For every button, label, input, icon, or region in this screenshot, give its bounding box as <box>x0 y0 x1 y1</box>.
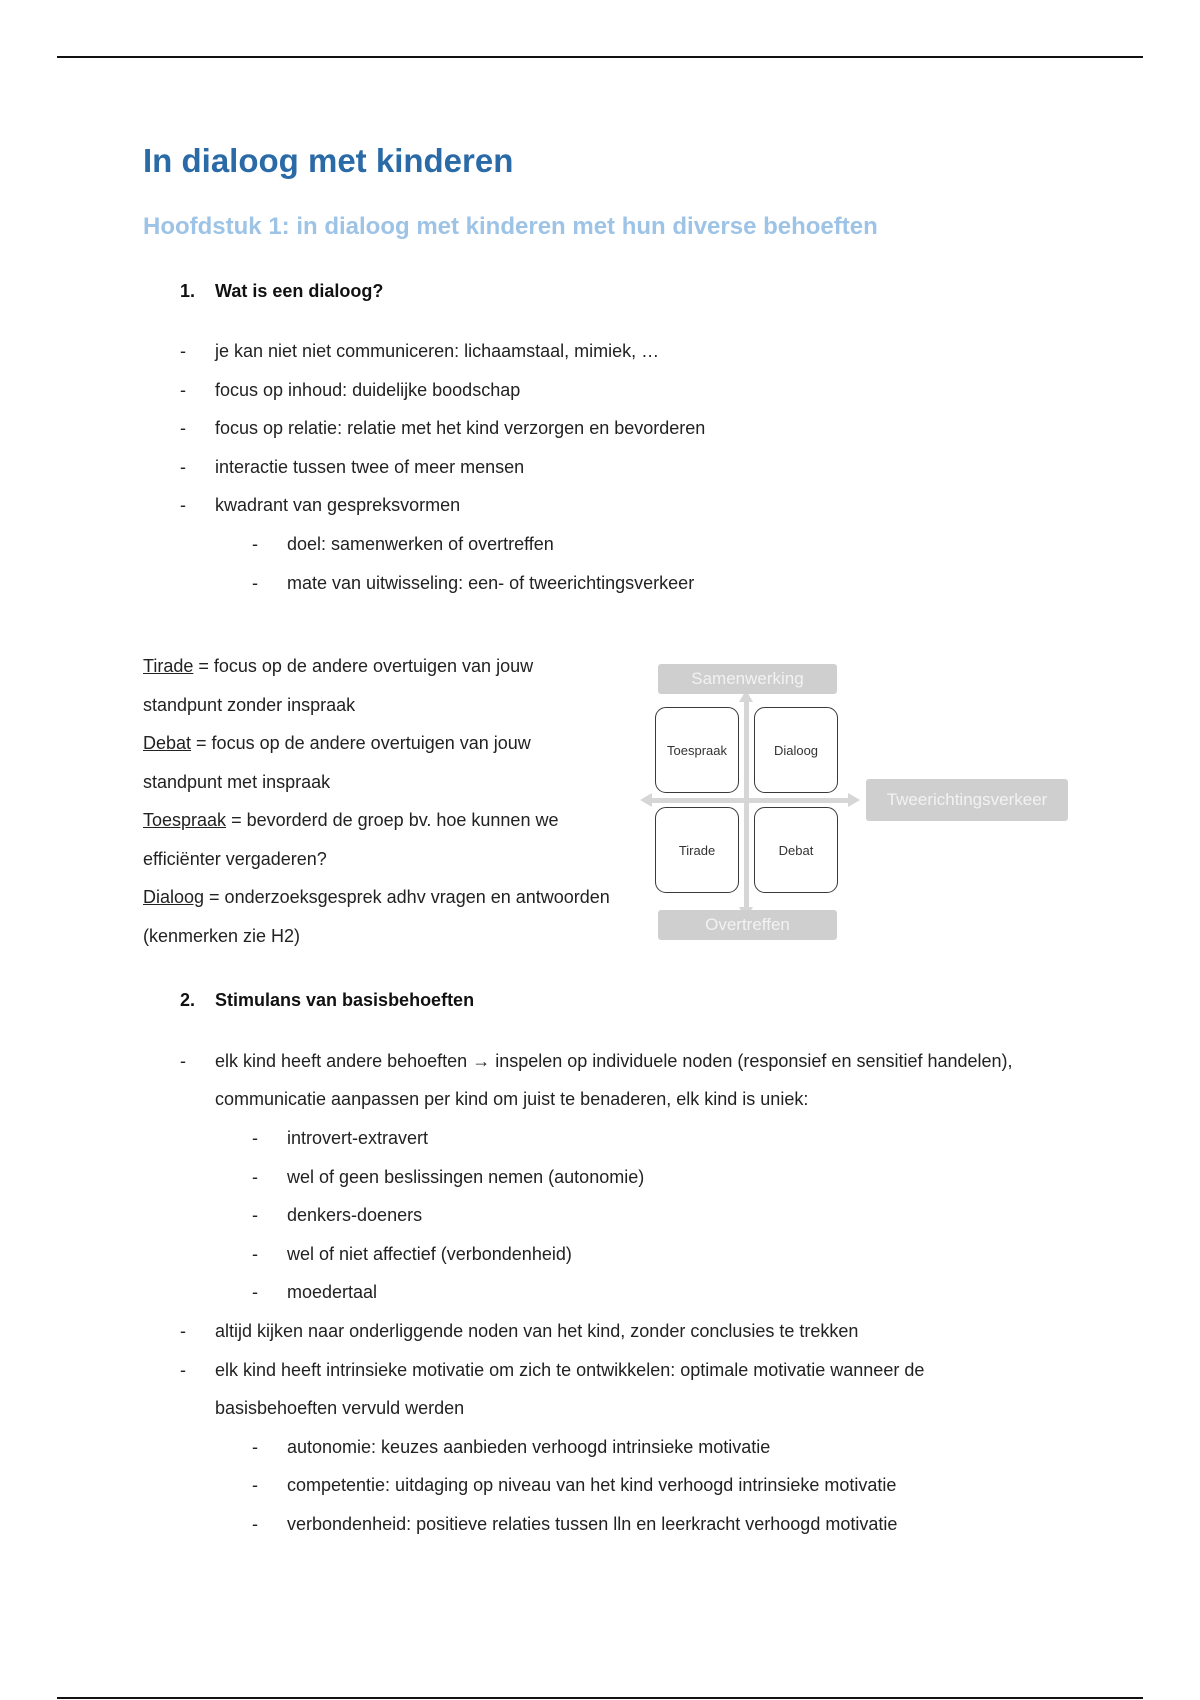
label-overtreffen: Overtreffen <box>658 910 837 940</box>
label-samenwerking: Samenwerking <box>658 664 837 694</box>
list-item: - je kan niet niet communiceren: lichaamstaal, mimiek, … <box>215 332 659 370</box>
section-2-title: Stimulans van basisbehoeften <box>215 990 475 1010</box>
bullet-dash: - <box>252 1205 258 1225</box>
list-subitem: - competentie: uitdaging op niveau van het kind verhoogd intrinsieke motivatie <box>287 1466 896 1504</box>
bullet-dash: - <box>252 1282 258 1302</box>
list-item: - focus op inhoud: duidelijke boodschap <box>215 371 520 409</box>
definition-toespraak: Toespraak = bevorderd de groep bv. hoe kunnen we efficiënter vergaderen? <box>143 810 559 869</box>
term-tirade: Tirade <box>143 656 194 676</box>
section-1-number: 1. <box>180 281 196 301</box>
list-subitem: - mate van uitwisseling: een- of tweerichtingsverkeer <box>287 564 694 602</box>
section-1-heading <box>180 281 383 302</box>
list-subitem: - autonomie: keuzes aanbieden verhoogd intrinsieke motivatie <box>287 1428 770 1466</box>
bullet-dash: - <box>252 573 258 593</box>
definitions-block <box>143 647 613 955</box>
term-dialoog: Dialoog <box>143 887 205 907</box>
bullet-dash: - <box>252 1244 258 1264</box>
section-1-title: Wat is een dialoog? <box>215 281 384 301</box>
bullet-dash: - <box>180 1051 186 1071</box>
arrow-left-icon <box>640 793 652 807</box>
bullet-dash: - <box>252 1128 258 1148</box>
quadrant-toespraak: Toespraak <box>655 707 739 793</box>
footer-rule <box>57 1697 1143 1699</box>
bullet-dash: - <box>252 534 258 554</box>
arrow-right-icon <box>848 793 860 807</box>
list-subitem: - wel of niet affectief (verbondenheid) <box>287 1235 572 1273</box>
definition-dialoog: Dialoog = onderzoeksgesprek adhv vragen en antwoorden (kenmerken zie H2) <box>143 887 610 946</box>
vertical-axis <box>744 698 749 910</box>
chapter-subtitle: Hoofdstuk 1: in dialoog met kinderen met hun diverse behoeften <box>143 213 878 240</box>
bullet-dash: - <box>180 457 186 477</box>
list-item: - elk kind heeft andere behoeften → inspelen op individuele noden (responsief en sensitief handelen), communicatie aanpassen per kind om juist te benaderen, elk kind is uniek: <box>215 1042 1115 1118</box>
bullet-dash: - <box>252 1514 258 1534</box>
list-subitem: - verbondenheid: positieve relaties tussen lln en leerkracht verhoogd motivatie <box>287 1505 897 1543</box>
bullet-dash: - <box>252 1475 258 1495</box>
list-subitem: - moedertaal <box>287 1273 377 1311</box>
list-subitem: - wel of geen beslissingen nemen (autonomie) <box>287 1158 644 1196</box>
bullet-dash: - <box>252 1437 258 1457</box>
bullet-dash: - <box>252 1167 258 1187</box>
bullet-dash: - <box>180 418 186 438</box>
quadrant-diagram <box>640 660 1080 950</box>
bullet-dash: - <box>180 495 186 515</box>
list-item: - elk kind heeft intrinsieke motivatie om zich te ontwikkelen: optimale motivatie wanneer de basisbehoeften vervuld werden <box>215 1351 1035 1427</box>
definition-tirade: Tirade = focus op de andere overtuigen van jouw standpunt zonder inspraak <box>143 656 534 715</box>
section-2-number: 2. <box>180 990 196 1010</box>
list-item: - kwadrant van gespreksvormen <box>215 486 460 524</box>
header-rule <box>57 56 1143 58</box>
term-toespraak: Toespraak <box>143 810 227 830</box>
bullet-dash: - <box>180 1360 186 1380</box>
bullet-dash: - <box>180 1321 186 1341</box>
section-2-heading <box>180 990 474 1011</box>
list-subitem: - doel: samenwerken of overtreffen <box>287 525 554 563</box>
horizontal-axis <box>650 798 850 803</box>
list-item: - altijd kijken naar onderliggende noden van het kind, zonder conclusies te trekken <box>215 1312 858 1350</box>
bullet-dash: - <box>180 380 186 400</box>
list-item: - focus op relatie: relatie met het kind verzorgen en bevorderen <box>215 409 705 447</box>
quadrant-tirade: Tirade <box>655 807 739 893</box>
definition-debat: Debat = focus op de andere overtuigen van jouw standpunt met inspraak <box>143 733 531 792</box>
term-debat: Debat <box>143 733 192 753</box>
document-title: In dialoog met kinderen <box>143 142 514 179</box>
label-tweerichtingsverkeer: Tweerichtingsverkeer <box>866 779 1068 821</box>
list-subitem: - denkers-doeners <box>287 1196 422 1234</box>
bullet-dash: - <box>180 341 186 361</box>
list-subitem: - introvert-extravert <box>287 1119 428 1157</box>
quadrant-debat: Debat <box>754 807 838 893</box>
quadrant-dialoog: Dialoog <box>754 707 838 793</box>
list-item: - interactie tussen twee of meer mensen <box>215 448 524 486</box>
